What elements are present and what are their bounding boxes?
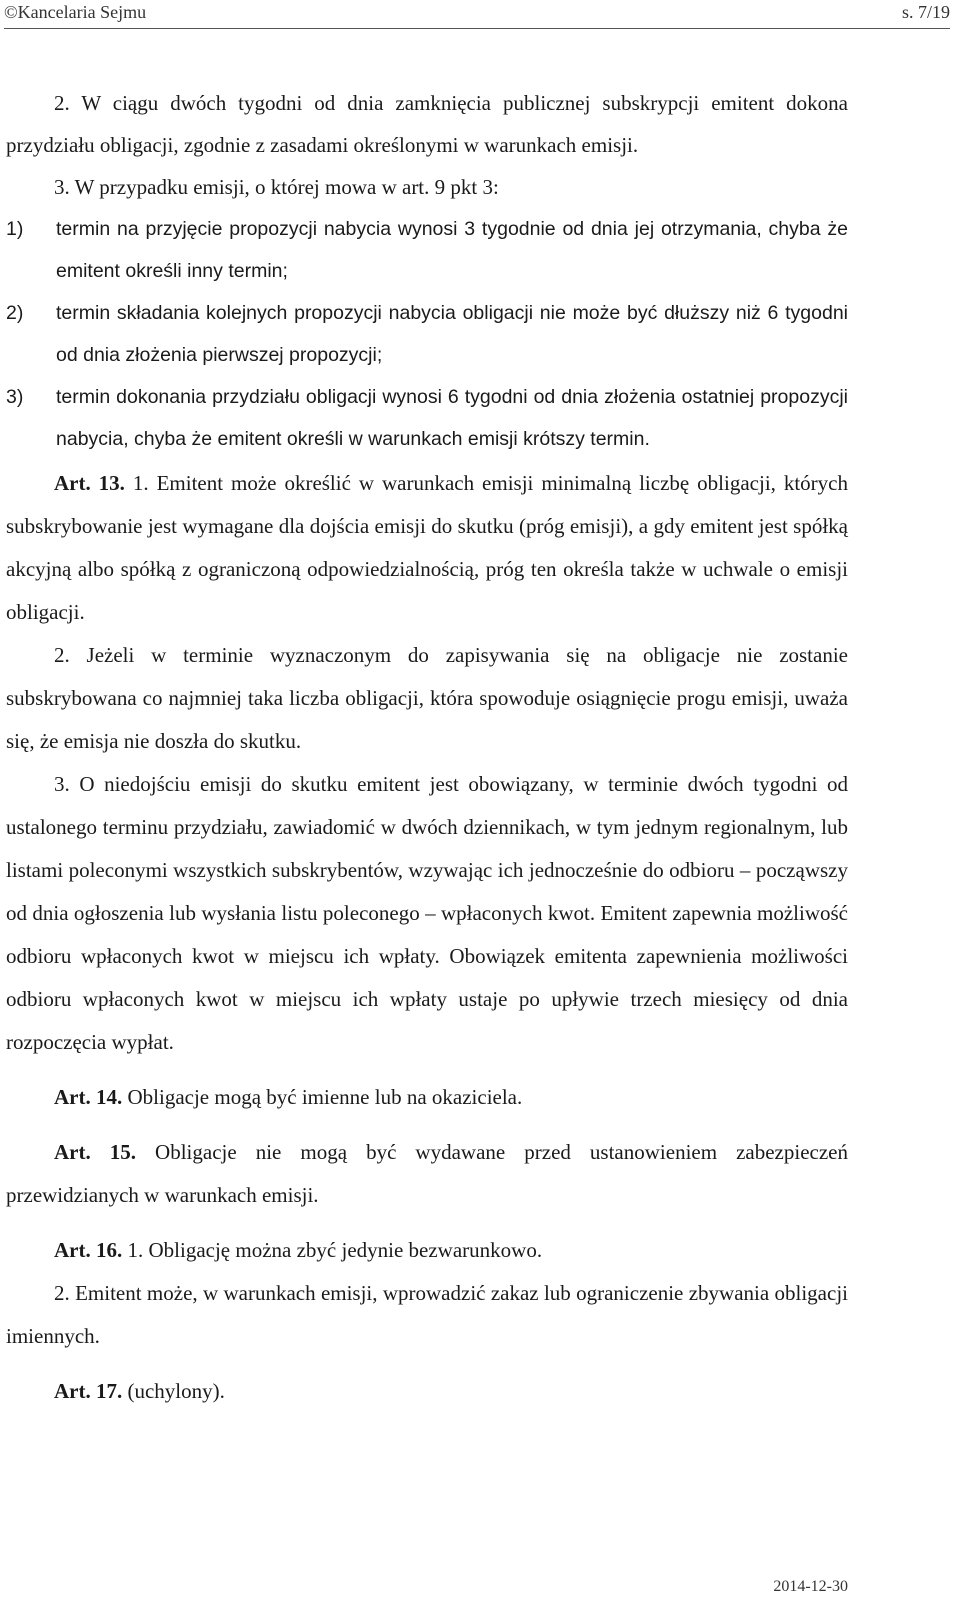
article-16-paragraph-1 xyxy=(6,1229,848,1272)
paragraph-3: 3. W przypadku emisji, o której mowa w art. 9 pkt 3: xyxy=(54,175,499,199)
article-15 xyxy=(6,1131,848,1217)
article-17-text: (uchylony). xyxy=(127,1379,225,1403)
article-17 xyxy=(6,1370,848,1413)
list-item-text: termin składania kolejnych propozycji nabycia obligacji nie może być dłuższy niż 6 tygodni od dnia złożenia pierwszej propozycji; xyxy=(56,302,848,366)
footer-date: 2014-12-30 xyxy=(773,1578,848,1595)
article-16-label: Art. 16. xyxy=(54,1238,123,1262)
article-16-paragraph-2: 2. Emitent może, w warunkach emisji, wprowadzić zakaz lub ograniczenie zbywania obligacji imiennych. xyxy=(6,1281,848,1348)
article-14 xyxy=(6,1076,848,1119)
list-item-number: 1) xyxy=(6,218,24,240)
list-item xyxy=(6,292,848,376)
article-15-text: Obligacje nie mogą być wydawane przed ustanowieniem zabezpieczeń przewidzianych w warunkach emisji. xyxy=(6,1140,848,1207)
article-14-label: Art. 14. xyxy=(54,1085,123,1109)
article-13-paragraph-2: 2. Jeżeli w terminie wyznaczonym do zapisywania się na obligacje nie zostanie subskrybowana co najmniej taka liczba obligacji, która spowoduje osiągnięcie progu emisji, uważa się, że emisja nie doszła do skutku. xyxy=(6,643,848,753)
article-14-text: Obligacje mogą być imienne lub na okaziciela. xyxy=(127,1085,523,1109)
list-item xyxy=(6,376,848,460)
article-15-label: Art. 15. xyxy=(54,1140,137,1164)
header-publisher: ©Kancelaria Sejmu xyxy=(4,2,147,22)
list-item-number: 3) xyxy=(6,386,24,408)
article-13-paragraph-1 xyxy=(6,462,848,634)
list-item-text: termin na przyjęcie propozycji nabycia wynosi 3 tygodnie od dnia jej otrzymania, chyba że emitent określi inny termin; xyxy=(56,218,848,282)
document-body xyxy=(6,82,848,1413)
header-page-number: s. 7/19 xyxy=(901,2,950,22)
list-item-number: 2) xyxy=(6,302,24,324)
paragraph-2: 2. W ciągu dwóch tygodni od dnia zamknięcia publicznej subskrypcji emitent dokona przydziału obligacji, zgodnie z zasadami określonymi w warunkach emisji. xyxy=(6,91,848,157)
article-13-paragraph-3: 3. O niedojściu emisji do skutku emitent jest obowiązany, w terminie dwóch tygodni od ustalonego terminu przydziału, zawiadomić w dwóch dziennikach, w tym jednym regionalnym, lub listami poleconymi wszystkich subskrybentów, wzywając ich jednocześnie do odbioru – począwszy od dnia ogłoszenia lub wysłania listu poleconego – wpłaconych kwot. Emitent zapewnia możliwość odbioru wpłaconych kwot w miejscu ich wpłaty. Obowiązek emitenta zapewnienia możliwości odbioru wpłaconych kwot w miejscu ich wpłaty ustaje po upływie trzech miesięcy od dnia rozpoczęcia wypłat. xyxy=(6,772,848,1054)
article-13-label: Art. 13. xyxy=(54,471,125,495)
article-16-text-1: 1. Obligację można zbyć jedynie bezwarunkowo. xyxy=(127,1238,543,1262)
list-item-text: termin dokonania przydziału obligacji wynosi 6 tygodni od dnia złożenia ostatniej propozycji nabycia, chyba że emitent określi w warunkach emisji krótszy termin. xyxy=(56,386,848,450)
page-header xyxy=(4,0,950,29)
article-13-text-1: 1. Emitent może określić w warunkach emisji minimalną liczbę obligacji, których subskrybowanie jest wymagane dla dojścia emisji do skutku (próg emisji), a gdy emitent jest spółką akcyjną albo spółką z ograniczoną odpowiedzialnością, próg ten określa także w uchwale o emisji obligacji. xyxy=(6,471,848,624)
list-item xyxy=(6,208,848,292)
point-list xyxy=(6,208,848,460)
article-17-label: Art. 17. xyxy=(54,1379,123,1403)
